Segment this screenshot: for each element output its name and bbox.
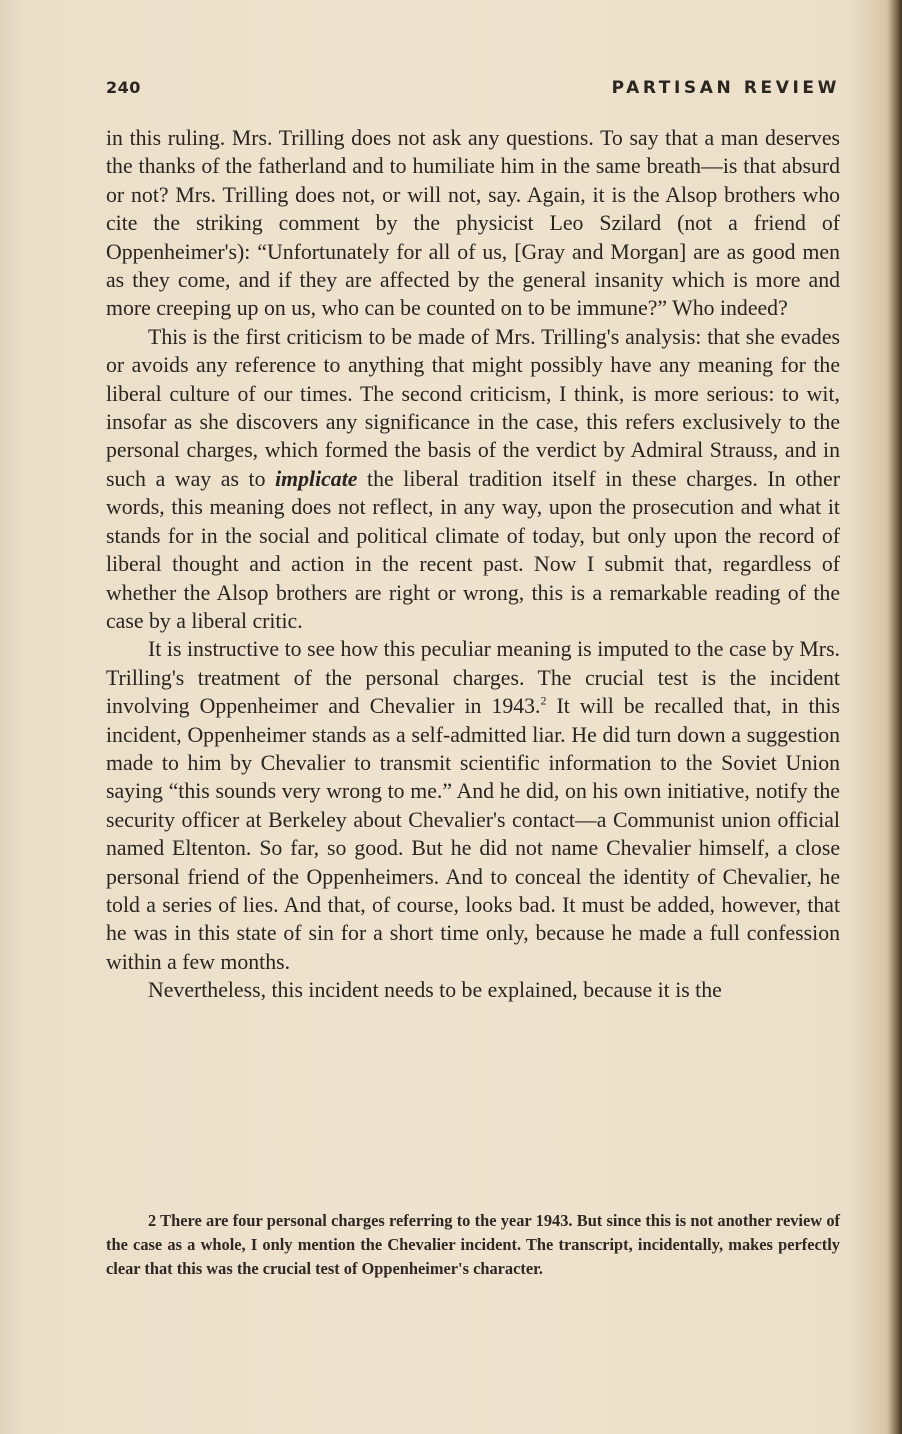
paragraph-2-emphasis: implicate (275, 466, 358, 491)
paragraph-3-text-b: It will be recalled that, in this incident, Oppenheimer stands as a self-admitted liar. He did turn down a suggestion made to him by Chevalier to transmit scientific information to the Soviet Union saying “this sounds very wrong to me.” And he did, on his own initiative, notify the security officer at Berkeley about Chevalier's contact—a Communist union official named Eltenton. So far, so good. But he did not name Chevalier himself, a close personal friend of the Oppenheimers. And to conceal the identity of Chevalier, he told a series of lies. And that, of course, looks bad. It must be added, however, that he was in this state of sin for a short time only, because he made a full confession within a few months. (106, 694, 840, 974)
paragraph-3 (106, 635, 840, 976)
running-head (106, 76, 840, 106)
footnote (106, 1209, 840, 1282)
paragraph-2-text-a: This is the first criticism to be made of Mrs. Trilling's analysis: that she evades or avoids any reference to anything that might possibly have any meaning for the liberal culture of our times. The second criticism, I think, is more serious: to wit, insofar as she discovers any significance in the case, this refers exclusively to the personal charges, which formed the basis of the verdict by Admiral Strauss, and in such a way as to (106, 324, 840, 491)
footnote-reference: 2 (540, 693, 547, 708)
body-text (106, 124, 840, 1005)
page-spine-shadow (888, 0, 902, 1434)
paragraph-3-text-a: It is instructive to see how this peculiar meaning is imputed to the case by Mrs. Trilling's treatment of the personal charges. The crucial test is the incident involving Oppenheimer and Chevalier in 1943. (106, 637, 840, 719)
page-number: 240 (106, 78, 141, 97)
journal-title: PARTISAN REVIEW (611, 78, 840, 98)
paragraph-4: Nevertheless, this incident needs to be explained, because it is the (148, 978, 722, 1003)
paragraph-2 (106, 323, 840, 635)
paragraph-2-text-b: the liberal tradition itself in these charges. In other words, this meaning does not reflect, in any way, upon the prosecution and what it stands for in the social and political climate of today, but only upon the record of liberal thought and action in the recent past. Now I submit that, regardless of whether the Alsop brothers are right or wrong, this is a remarkable reading of the case by a liberal critic. (106, 466, 840, 633)
footnote-text: 2 There are four personal charges referring to the year 1943. But since this is not another review of the case as a whole, I only mention the Chevalier incident. The transcript, incidentally, makes perfectly clear that this was the crucial test of Oppenheimer's character. (106, 1211, 840, 1279)
paragraph-1: in this ruling. Mrs. Trilling does not ask any questions. To say that a man deserves the thanks of the fatherland and to humiliate him in the same breath—is that absurd or not? Mrs. Trilling does not, or will not, say. Again, it is the Alsop brothers who cite the striking comment by the physicist Leo Szilard (not a friend of Oppenheimer's): “Unfortunately for all of us, [Gray and Morgan] are as good men as they come, and if they are affected by the general insanity which is more and more creeping up on us, who can be counted on to be immune?” Who indeed? (106, 126, 840, 321)
